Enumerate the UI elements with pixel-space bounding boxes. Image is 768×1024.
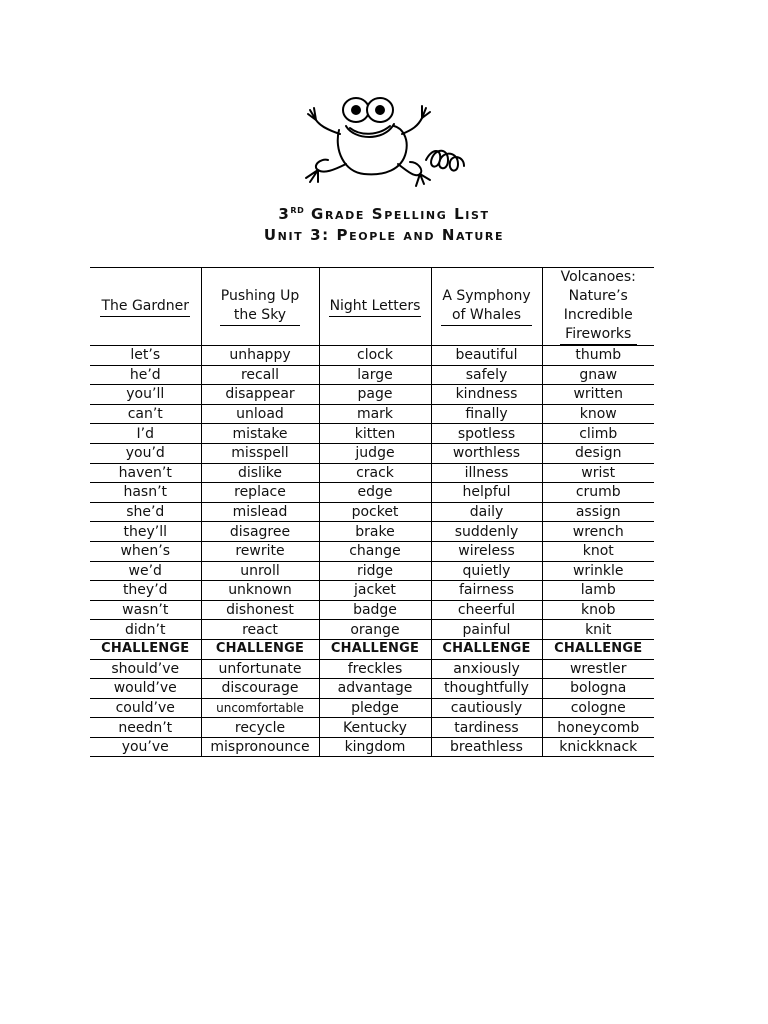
word-cell: beautiful xyxy=(431,346,542,366)
word-cell: pocket xyxy=(319,502,431,522)
word-cell: mistake xyxy=(201,424,319,444)
word-cell: design xyxy=(542,443,654,463)
word-cell: judge xyxy=(319,443,431,463)
word-cell: lamb xyxy=(542,581,654,601)
column-header-pushing-up-the-sky xyxy=(201,268,319,346)
word-cell: CHALLENGE xyxy=(201,639,319,659)
column-header-a-symphony-of-whales xyxy=(431,268,542,346)
word-row xyxy=(90,522,654,542)
word-cell: thoughtfully xyxy=(431,679,542,699)
word-row xyxy=(90,561,654,581)
word-row xyxy=(90,463,654,483)
word-cell: hasn’t xyxy=(90,483,201,503)
challenge-row xyxy=(90,639,654,659)
word-cell: CHALLENGE xyxy=(90,639,201,659)
word-cell: unroll xyxy=(201,561,319,581)
word-cell: knot xyxy=(542,541,654,561)
header-line: the Sky xyxy=(233,307,287,323)
word-cell: brake xyxy=(319,522,431,542)
header-line: Volcanoes: xyxy=(560,269,636,285)
word-cell: CHALLENGE xyxy=(319,639,431,659)
column-header-night-letters xyxy=(319,268,431,346)
word-row xyxy=(90,346,654,366)
word-cell: tardiness xyxy=(431,718,542,738)
word-cell: helpful xyxy=(431,483,542,503)
word-cell: edge xyxy=(319,483,431,503)
word-cell: uncomfortable xyxy=(201,698,319,718)
word-cell: she’d xyxy=(90,502,201,522)
word-cell: kitten xyxy=(319,424,431,444)
word-cell: breathless xyxy=(431,737,542,757)
word-cell: recycle xyxy=(201,718,319,738)
header-line: of Whales xyxy=(451,307,522,323)
header-label xyxy=(560,268,637,345)
word-cell: recall xyxy=(201,365,319,385)
word-row xyxy=(90,483,654,503)
title-text: Grade Spelling List xyxy=(304,205,490,223)
word-cell: cheerful xyxy=(431,600,542,620)
word-cell: assign xyxy=(542,502,654,522)
word-cell: finally xyxy=(431,404,542,424)
word-row xyxy=(90,541,654,561)
column-header-volcanoes xyxy=(542,268,654,346)
frog-illustration xyxy=(294,90,484,190)
word-row xyxy=(90,404,654,424)
header-row xyxy=(90,268,654,346)
word-cell: know xyxy=(542,404,654,424)
word-row xyxy=(90,365,654,385)
word-cell: disagree xyxy=(201,522,319,542)
word-cell: wrestler xyxy=(542,659,654,679)
word-rows xyxy=(90,346,654,757)
word-cell: unfortunate xyxy=(201,659,319,679)
word-cell: should’ve xyxy=(90,659,201,679)
word-cell: disappear xyxy=(201,385,319,405)
word-cell: cologne xyxy=(542,698,654,718)
word-cell: cautiously xyxy=(431,698,542,718)
word-cell: clock xyxy=(319,346,431,366)
word-cell: honeycomb xyxy=(542,718,654,738)
word-cell: bologna xyxy=(542,679,654,699)
header-line: A Symphony xyxy=(442,288,531,304)
word-cell: kingdom xyxy=(319,737,431,757)
word-cell: wrist xyxy=(542,463,654,483)
word-cell: painful xyxy=(431,620,542,640)
page-title-line1 xyxy=(0,205,768,223)
word-cell: unknown xyxy=(201,581,319,601)
word-cell: crack xyxy=(319,463,431,483)
word-cell: suddenly xyxy=(431,522,542,542)
word-cell: thumb xyxy=(542,346,654,366)
word-cell: ridge xyxy=(319,561,431,581)
word-cell: he’d xyxy=(90,365,201,385)
word-cell: CHALLENGE xyxy=(431,639,542,659)
word-cell: quietly xyxy=(431,561,542,581)
word-cell: haven’t xyxy=(90,463,201,483)
header-line: Fireworks xyxy=(565,326,632,342)
word-cell: change xyxy=(319,541,431,561)
word-cell: replace xyxy=(201,483,319,503)
word-cell: we’d xyxy=(90,561,201,581)
word-row xyxy=(90,698,654,718)
header-line: Pushing Up xyxy=(220,288,300,304)
word-cell: mislead xyxy=(201,502,319,522)
word-cell: can’t xyxy=(90,404,201,424)
word-cell: orange xyxy=(319,620,431,640)
word-row xyxy=(90,718,654,738)
word-row xyxy=(90,502,654,522)
word-cell: knit xyxy=(542,620,654,640)
word-cell: you’ve xyxy=(90,737,201,757)
word-cell: large xyxy=(319,365,431,385)
word-cell: illness xyxy=(431,463,542,483)
word-cell: jacket xyxy=(319,581,431,601)
word-cell: CHALLENGE xyxy=(542,639,654,659)
word-cell: needn’t xyxy=(90,718,201,738)
word-cell: discourage xyxy=(201,679,319,699)
word-cell: mispronounce xyxy=(201,737,319,757)
word-cell: knickknack xyxy=(542,737,654,757)
word-cell: unhappy xyxy=(201,346,319,366)
word-cell: gnaw xyxy=(542,365,654,385)
word-cell: pledge xyxy=(319,698,431,718)
word-cell: when’s xyxy=(90,541,201,561)
word-cell: written xyxy=(542,385,654,405)
word-cell: dishonest xyxy=(201,600,319,620)
word-cell: crumb xyxy=(542,483,654,503)
word-cell: climb xyxy=(542,424,654,444)
word-cell: anxiously xyxy=(431,659,542,679)
word-cell: you’d xyxy=(90,443,201,463)
word-row xyxy=(90,385,654,405)
word-cell: wireless xyxy=(431,541,542,561)
grade-number: 3 xyxy=(278,205,291,223)
grade-ordinal: RD xyxy=(290,206,305,215)
word-cell: misspell xyxy=(201,443,319,463)
word-cell: safely xyxy=(431,365,542,385)
word-row xyxy=(90,679,654,699)
word-cell: I’d xyxy=(90,424,201,444)
header-label: The Gardner xyxy=(100,297,190,317)
word-cell: mark xyxy=(319,404,431,424)
header-line: Incredible xyxy=(563,307,633,323)
word-cell: advantage xyxy=(319,679,431,699)
word-cell: worthless xyxy=(431,443,542,463)
word-cell: page xyxy=(319,385,431,405)
word-cell: unload xyxy=(201,404,319,424)
word-row xyxy=(90,659,654,679)
word-cell: badge xyxy=(319,600,431,620)
word-cell: let’s xyxy=(90,346,201,366)
word-cell: they’ll xyxy=(90,522,201,542)
word-cell: Kentucky xyxy=(319,718,431,738)
word-cell: dislike xyxy=(201,463,319,483)
word-row xyxy=(90,581,654,601)
word-cell: knob xyxy=(542,600,654,620)
word-cell: wasn’t xyxy=(90,600,201,620)
spelling-table xyxy=(90,267,654,757)
word-cell: spotless xyxy=(431,424,542,444)
word-cell: wrinkle xyxy=(542,561,654,581)
word-cell: react xyxy=(201,620,319,640)
word-cell: rewrite xyxy=(201,541,319,561)
word-cell: freckles xyxy=(319,659,431,679)
word-cell: kindness xyxy=(431,385,542,405)
page-title-line2: Unit 3: People and Nature xyxy=(263,226,505,244)
word-cell: you’ll xyxy=(90,385,201,405)
word-row xyxy=(90,424,654,444)
header-line: Nature’s xyxy=(568,288,628,304)
header-label: Night Letters xyxy=(329,297,422,317)
word-row xyxy=(90,620,654,640)
word-cell: fairness xyxy=(431,581,542,601)
word-cell: didn’t xyxy=(90,620,201,640)
word-cell: could’ve xyxy=(90,698,201,718)
word-cell: wrench xyxy=(542,522,654,542)
header-label xyxy=(441,287,531,326)
header-label xyxy=(220,287,300,326)
column-header-the-gardner xyxy=(90,268,201,346)
word-cell: they’d xyxy=(90,581,201,601)
word-row xyxy=(90,600,654,620)
word-cell: daily xyxy=(431,502,542,522)
word-cell: would’ve xyxy=(90,679,201,699)
word-row xyxy=(90,737,654,757)
word-row xyxy=(90,443,654,463)
